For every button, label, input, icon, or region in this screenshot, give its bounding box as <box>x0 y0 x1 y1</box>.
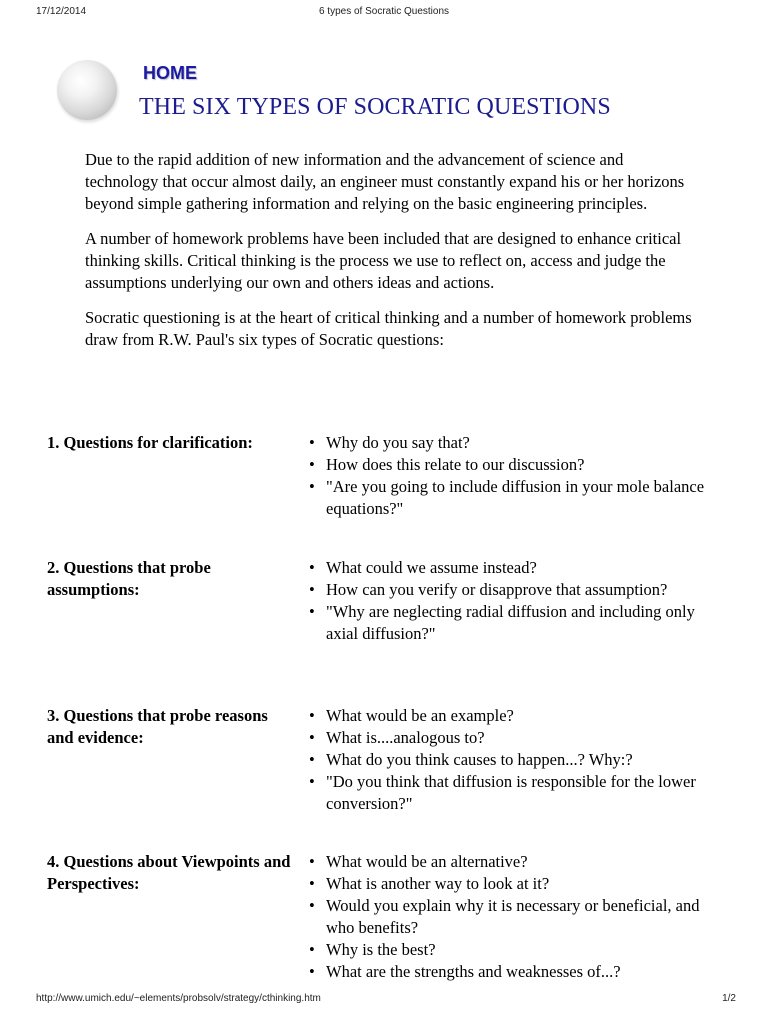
question-list <box>307 851 707 983</box>
question-item: • Why do you say that? <box>307 432 707 454</box>
question-type-label: 2. Questions that probe assumptions: <box>47 558 211 599</box>
question-item: • What would be an example? <box>307 705 707 727</box>
question-item: • "Why are neglecting radial diffusion and including only axial diffusion?" <box>307 601 707 645</box>
question-item: • What is another way to look at it? <box>307 873 707 895</box>
question-item: • "Are you going to include diffusion in your mole balance equations?" <box>307 476 707 520</box>
question-type-row <box>47 851 707 986</box>
question-item: • What could we assume instead? <box>307 557 707 579</box>
question-item: • How can you verify or disapprove that assumption? <box>307 579 707 601</box>
question-type-label: 1. Questions for clarification: <box>47 433 253 452</box>
question-item: • What are the strengths and weaknesses of...? <box>307 961 707 983</box>
print-header <box>0 6 768 22</box>
print-footer <box>0 993 768 1009</box>
question-type-row <box>47 705 707 817</box>
question-item: • "Do you think that diffusion is responsible for the lower conversion?" <box>307 771 707 815</box>
question-list <box>307 432 707 520</box>
question-type-label: 4. Questions about Viewpoints and Perspectives: <box>47 852 291 893</box>
home-link[interactable]: HOME <box>143 63 197 83</box>
question-item: • How does this relate to our discussion? <box>307 454 707 476</box>
intro-paragraph: A number of homework problems have been included that are designed to enhance critical thinking skills. Critical thinking is the process we use to reflect on, access and judge the assumptions underlying our own and others ideas and actions. <box>85 229 682 292</box>
question-item: • What would be an alternative? <box>307 851 707 873</box>
intro-paragraph: Socratic questioning is at the heart of critical thinking and a number of homework problems draw from R.W. Paul's six types of Socratic questions: <box>85 308 692 349</box>
question-item: • Why is the best? <box>307 939 707 961</box>
question-type-label: 3. Questions that probe reasons and evidence: <box>47 706 268 747</box>
home-sphere-icon <box>57 60 117 120</box>
intro-text <box>85 149 697 364</box>
question-list <box>307 557 707 645</box>
question-item: • What is....analogous to? <box>307 727 707 749</box>
question-type-row <box>47 557 707 669</box>
question-type-row <box>47 432 707 522</box>
page-number: 1/2 <box>722 993 736 1004</box>
intro-paragraph: Due to the rapid addition of new information and the advancement of science and technology that occur almost daily, an engineer must constantly expand his or her horizons beyond simple gathering information and relying on the basic engineering principles. <box>85 150 685 213</box>
print-url: http://www.umich.edu/~elements/probsolv/strategy/cthinking.htm <box>36 993 321 1004</box>
question-item: • Would you explain why it is necessary or beneficial, and who benefits? <box>307 895 707 939</box>
print-date: 17/12/2014 <box>36 6 87 17</box>
question-item: • What do you think causes to happen...? Why:? <box>307 749 707 771</box>
question-list <box>307 705 707 815</box>
page-title: THE SIX TYPES OF SOCRATIC QUESTIONS <box>139 94 611 120</box>
print-page-title: 6 types of Socratic Questions <box>318 6 450 17</box>
